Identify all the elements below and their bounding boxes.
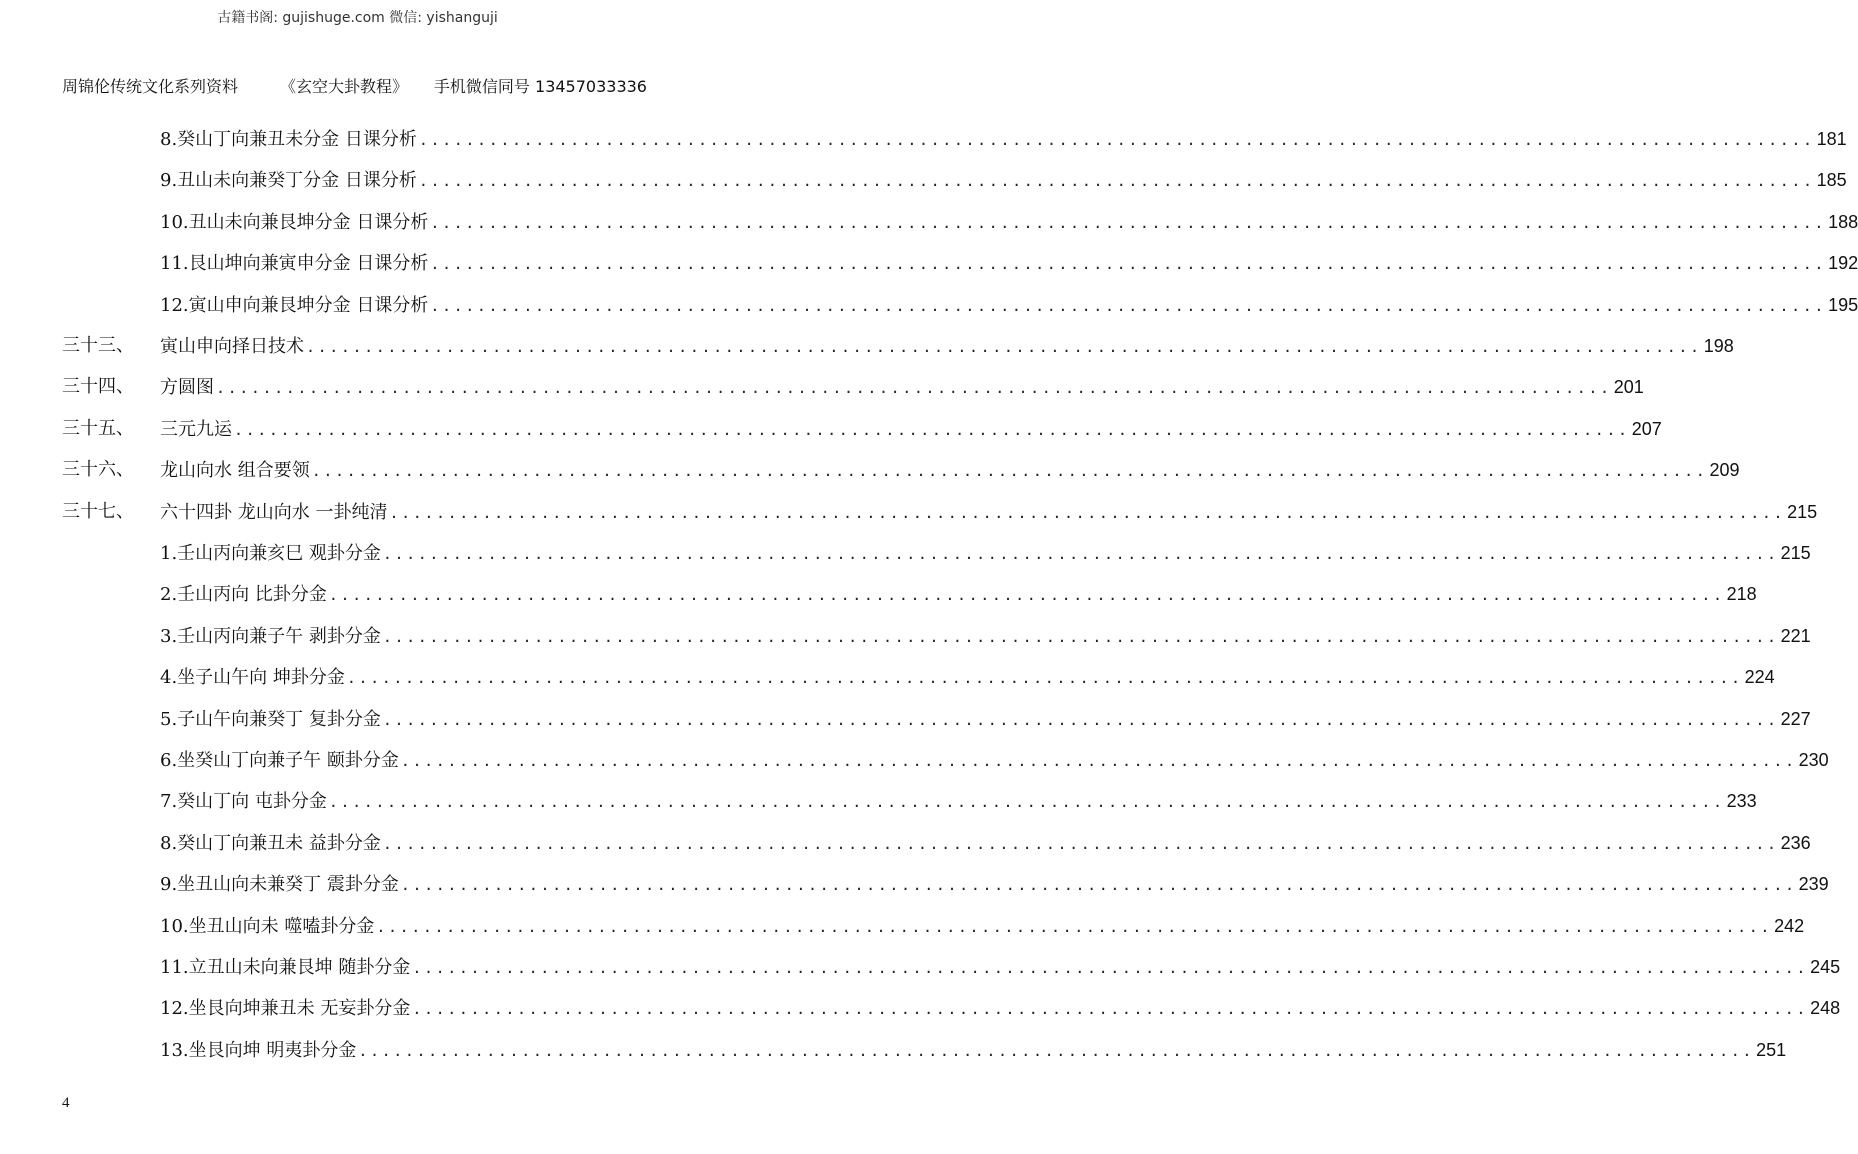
toc-entry-title: 7.癸山丁向 屯卦分金 — [160, 791, 327, 813]
toc-row — [0, 704, 1811, 734]
toc-page-number: 245 — [1810, 957, 1841, 977]
toc-entry — [160, 993, 1841, 1024]
toc-row — [0, 911, 1805, 941]
toc-row — [0, 372, 1644, 402]
toc-entry — [160, 786, 1757, 817]
toc-entry — [160, 497, 1818, 528]
toc-page-number: 221 — [1780, 625, 1811, 646]
toc-chapter-number: 三十四、 — [62, 376, 134, 398]
toc-leader-dots: ........................................................................................................................ — [412, 959, 1809, 977]
toc-page-number: 185 — [1816, 170, 1847, 191]
toc-entry-title: 1.壬山丙向兼亥巳 观卦分金 — [160, 543, 381, 564]
toc-entry — [160, 869, 1829, 900]
toc-page-number: 242 — [1774, 915, 1805, 936]
toc-leader-dots: ........................................................................................................................ — [400, 752, 1797, 770]
toc-entry — [160, 538, 1811, 569]
toc-page-number: 209 — [1709, 460, 1740, 481]
page-number: 4 — [62, 1095, 70, 1111]
toc-leader-dots: ........................................................................................................................ — [306, 338, 1702, 356]
toc-row — [0, 745, 1829, 775]
toc-leader-dots: ........................................................................................................................ — [418, 131, 1815, 149]
toc-page-number: 230 — [1798, 750, 1829, 770]
toc-page-number: 215 — [1780, 543, 1811, 563]
toc-leader-dots: ........................................................................................................................ — [328, 586, 1725, 605]
toc-row — [0, 993, 1841, 1023]
toc-entry-title: 13.坐艮向坤 明夷卦分金 — [160, 1039, 357, 1061]
toc-page-number: 239 — [1798, 874, 1829, 895]
toc-row — [0, 165, 1847, 195]
toc-leader-dots: ........................................................................................................................ — [234, 420, 1630, 439]
page-header — [62, 74, 647, 96]
toc-entry-title: 5.子山午向兼癸丁 复卦分金 — [160, 708, 381, 730]
toc-entry — [160, 704, 1811, 735]
toc-page-number: 188 — [1828, 211, 1858, 232]
toc-leader-dots: ........................................................................................................................ — [430, 255, 1827, 274]
toc-entry — [160, 828, 1811, 859]
toc-page-number: 201 — [1613, 377, 1644, 398]
toc-entry-title: 10.丑山未向兼艮坤分金 日课分析 — [160, 211, 429, 233]
toc-entry — [160, 414, 1662, 445]
toc-entry-title: 寅山申向择日技术 — [160, 336, 304, 357]
toc-entry-title: 8.癸山丁向兼丑未 益卦分金 — [160, 832, 381, 854]
toc-entry-title: 六十四卦 龙山向水 一卦纯清 — [160, 501, 388, 523]
toc-page-number: 227 — [1780, 708, 1811, 729]
toc-entry-title: 9.坐丑山向未兼癸丁 震卦分金 — [160, 874, 399, 896]
toc-entry — [160, 1035, 1787, 1066]
toc-entry-title: 11.艮山坤向兼寅申分金 日课分析 — [160, 253, 429, 275]
toc-row — [0, 207, 1858, 237]
toc-entry — [160, 952, 1841, 983]
toc-leader-dots: ........................................................................................................................ — [358, 1041, 1755, 1060]
toc-page-number: 195 — [1828, 294, 1858, 315]
toc-row — [0, 952, 1841, 982]
toc-row — [0, 538, 1811, 568]
toc-leader-dots: ........................................................................................................................ — [346, 669, 1743, 688]
toc-entry — [160, 124, 1847, 155]
toc-page-number: 233 — [1726, 791, 1757, 812]
toc-entry-title: 9.丑山未向兼癸丁分金 日课分析 — [160, 170, 417, 192]
toc-row — [0, 828, 1811, 858]
toc-entry — [160, 911, 1805, 942]
toc-entry — [160, 248, 1858, 279]
header-book-title: 《玄空大卦教程》 — [280, 77, 409, 96]
toc-row — [0, 579, 1757, 609]
header-series-title: 周锦伦传统文化系列资料 — [62, 77, 239, 96]
toc-entry-title: 6.坐癸山丁向兼子午 颐卦分金 — [160, 750, 399, 771]
toc-leader-dots: ........................................................................................................................ — [376, 917, 1773, 936]
toc-page-number: 236 — [1780, 832, 1811, 853]
toc-entry — [160, 455, 1740, 486]
toc-row — [0, 662, 1775, 692]
toc-row — [0, 290, 1858, 320]
toc-page-number: 224 — [1744, 667, 1775, 688]
toc-leader-dots: ........................................................................................................................ — [328, 793, 1725, 812]
toc-entry-title: 8.癸山丁向兼丑未分金 日课分析 — [160, 129, 417, 150]
toc-leader-dots: ........................................................................................................................ — [216, 379, 1612, 398]
toc-entry — [160, 207, 1858, 238]
toc-leader-dots: ........................................................................................................................ — [389, 503, 1786, 522]
toc-page-number: 218 — [1726, 584, 1757, 605]
toc-page-number: 215 — [1787, 501, 1818, 522]
toc-page-number: 181 — [1816, 129, 1847, 149]
toc-row — [0, 124, 1847, 154]
toc-entry-title: 3.壬山丙向兼子午 剥卦分金 — [160, 625, 381, 647]
toc-entry — [160, 621, 1811, 652]
toc-entry-title: 12.寅山申向兼艮坤分金 日课分析 — [160, 294, 429, 316]
header-contact: 手机微信同号 13457033336 — [433, 77, 647, 96]
toc-entry-title: 龙山向水 组合要领 — [160, 460, 310, 482]
toc-leader-dots: ........................................................................................................................ — [418, 172, 1815, 191]
toc-row — [0, 414, 1662, 444]
toc-entry-title: 2.壬山丙向 比卦分金 — [160, 584, 327, 606]
toc-chapter-number: 三十七、 — [62, 500, 134, 522]
toc-entry-title: 11.立丑山未向兼艮坤 随卦分金 — [160, 957, 411, 978]
toc-chapter-number: 三十三、 — [62, 335, 134, 356]
toc-leader-dots: ........................................................................................................................ — [430, 296, 1827, 315]
toc-chapter-number: 三十六、 — [62, 459, 134, 481]
toc-chapter-number: 三十五、 — [62, 417, 134, 439]
toc-leader-dots: ........................................................................................................................ — [412, 1000, 1809, 1019]
toc-entry — [160, 662, 1775, 693]
toc-leader-dots: ........................................................................................................................ — [382, 545, 1779, 563]
toc-entry — [160, 579, 1757, 610]
toc-page-number: 251 — [1756, 1039, 1787, 1060]
toc-row — [0, 331, 1734, 361]
toc-row — [0, 1035, 1787, 1065]
toc-entry — [160, 372, 1644, 403]
toc-entry — [160, 290, 1858, 321]
toc-row — [0, 248, 1858, 278]
toc-page-number: 207 — [1631, 418, 1662, 439]
toc-entry-title: 4.坐子山午向 坤卦分金 — [160, 667, 345, 689]
toc-entry-title: 12.坐艮向坤兼丑未 无妄卦分金 — [160, 998, 411, 1020]
toc-page-number: 192 — [1828, 253, 1858, 274]
toc-row — [0, 497, 1818, 527]
toc-row — [0, 869, 1829, 899]
toc-entry — [160, 331, 1734, 362]
toc-row — [0, 786, 1757, 816]
toc-entry-title: 三元九运 — [160, 418, 232, 440]
toc-leader-dots: ........................................................................................................................ — [400, 876, 1797, 895]
toc-leader-dots: ........................................................................................................................ — [382, 710, 1779, 729]
toc-leader-dots: ........................................................................................................................ — [382, 627, 1779, 646]
toc-leader-dots: ........................................................................................................................ — [430, 213, 1827, 232]
watermark-text: 古籍书阁: gujishuge.com 微信: yishanguji — [217, 10, 498, 26]
toc-entry-title: 10.坐丑山向未 噬嗑卦分金 — [160, 915, 375, 937]
toc-entry-title: 方圆图 — [160, 377, 214, 399]
toc-page-number: 248 — [1810, 998, 1841, 1019]
toc-leader-dots: ........................................................................................................................ — [382, 834, 1779, 853]
toc-entry — [160, 745, 1829, 776]
toc-entry — [160, 165, 1847, 196]
toc-page-number: 198 — [1703, 336, 1734, 356]
toc-row — [0, 455, 1740, 485]
toc-leader-dots: ........................................................................................................................ — [311, 462, 1708, 481]
toc-row — [0, 621, 1811, 651]
